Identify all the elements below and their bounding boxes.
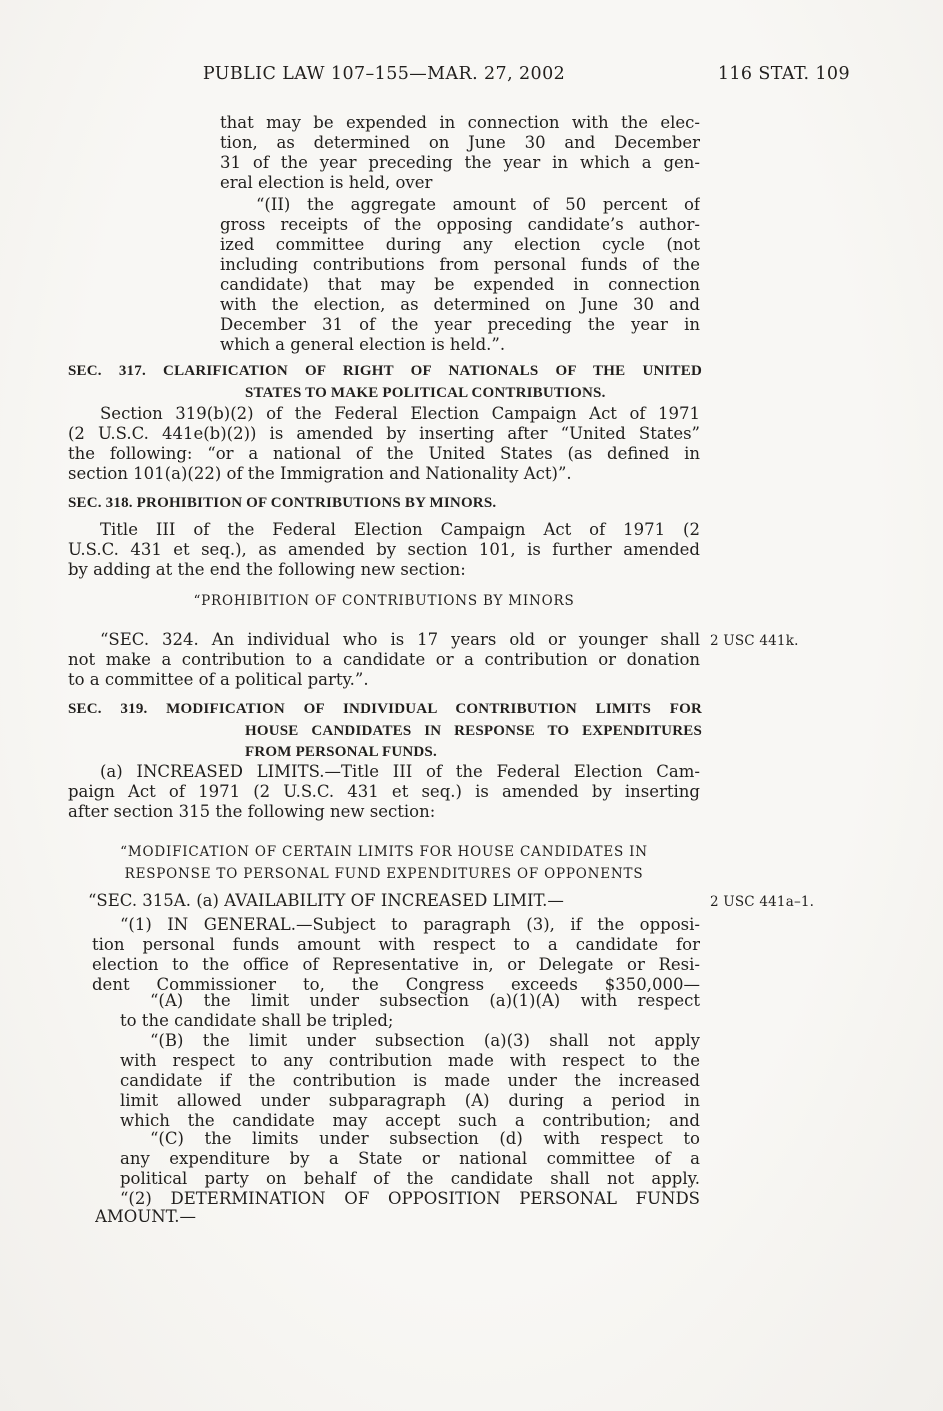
text-line: which a general election is held.”. (220, 335, 506, 354)
text-line: with the election, as determined on June 30 and (220, 295, 700, 314)
text-line: by adding at the end the following new section: (68, 560, 466, 579)
sec-319-heading (68, 699, 702, 764)
subparagraph-a (120, 991, 700, 1031)
sec-317-body-paragraph (68, 404, 700, 484)
sec-319a-body-paragraph (68, 762, 700, 822)
text-line: U.S.C. 431 et seq.), as amended by section 101, is further amended (68, 540, 700, 559)
sec-315a-line (88, 891, 700, 911)
paragraph-2-runover (95, 1207, 700, 1227)
text-line: tion personal funds amount with respect to a candidate for (92, 935, 700, 954)
sec-317-heading (68, 361, 702, 404)
text-line: December 31 of the year preceding the year in (220, 315, 700, 334)
text-line: SEC. 318. PROHIBITION OF CONTRIBUTIONS BY MINORS. (68, 495, 497, 511)
subparagraph-c (120, 1129, 700, 1209)
text-line: “(II) the aggregate amount of 50 percent of (256, 195, 700, 214)
text-line: “MODIFICATION OF CERTAIN LIMITS FOR HOUSE CANDIDATES IN (120, 844, 648, 860)
text-line: “(2) DETERMINATION OF OPPOSITION PERSONAL FUNDS (120, 1189, 700, 1208)
text-line: Title III of the Federal Election Campaign Act of 1971 (2 (100, 520, 700, 539)
subparagraph-b (120, 1031, 700, 1131)
text-line: “(1) IN GENERAL.—Subject to paragraph (3), if the opposi- (120, 915, 700, 934)
text-line: “(B) the limit under subsection (a)(3) shall not apply (150, 1031, 700, 1050)
quoted-heading-prohibition-minors (68, 591, 700, 613)
paragraph-1-in-general (92, 915, 700, 995)
text-line: political party on behalf of the candidate shall not apply. (120, 1169, 700, 1188)
text-line: candidate) that may be expended in connection (220, 275, 700, 294)
text-line: eral election is held, over (220, 173, 433, 192)
text-line: paign Act of 1971 (2 U.S.C. 431 et seq.) is amended by inserting (68, 782, 700, 801)
clause-ii-paragraph (220, 195, 700, 355)
text-line: ized committee during any election cycle (not (220, 235, 700, 254)
text-line: “PROHIBITION OF CONTRIBUTIONS BY MINORS (193, 593, 575, 609)
quoted-heading-modification-limits (68, 842, 700, 885)
sec-324-paragraph (68, 630, 700, 690)
sec-318-heading (68, 493, 700, 515)
text-line: HOUSE CANDIDATES IN RESPONSE TO EXPENDITURES (245, 722, 702, 739)
text-line: not make a contribution to a candidate or a contribution or donation (68, 650, 700, 669)
text-line: (2 U.S.C. 441e(b)(2)) is amended by inserting after “United States” (68, 424, 700, 443)
text-line: to the candidate shall be tripled; (120, 1011, 394, 1030)
text-line: “SEC. 324. An individual who is 17 years old or younger shall (100, 630, 700, 649)
text-line: FROM PERSONAL FUNDS. (245, 744, 437, 760)
text-line: which the candidate may accept such a contribution; and (120, 1111, 700, 1130)
text-line: that may be expended in connection with the elec- (220, 113, 700, 132)
text-line: to a committee of a political party.”. (68, 670, 369, 689)
running-head-law-title: PUBLIC LAW 107–155—MAR. 27, 2002 (202, 64, 566, 84)
running-head-stat-page: 116 STAT. 109 (717, 64, 850, 84)
margin-note-2-usc-441k: 2 USC 441k. (710, 633, 799, 649)
text-line: with respect to any contribution made with respect to the (120, 1051, 700, 1070)
text-line: SEC. 319. MODIFICATION OF INDIVIDUAL CONTRIBUTION LIMITS FOR (68, 701, 702, 717)
margin-note-2-usc-441a-1: 2 USC 441a–1. (710, 894, 815, 910)
text-line: (a) INCREASED LIMITS.—Title III of the Federal Election Cam- (100, 762, 700, 781)
text-line: AMOUNT.— (95, 1207, 197, 1226)
text-line: section 101(a)(22) of the Immigration and Nationality Act)”. (68, 464, 572, 483)
text-line: tion, as determined on June 30 and December (220, 133, 700, 152)
text-line: STATES TO MAKE POLITICAL CONTRIBUTIONS. (245, 384, 606, 401)
sec-318-body-paragraph (68, 520, 700, 580)
text-line: candidate if the contribution is made under the increased (120, 1071, 700, 1090)
text-line: including contributions from personal funds of the (220, 255, 700, 274)
text-line: Section 319(b)(2) of the Federal Election Campaign Act of 1971 (100, 404, 700, 423)
text-line: the following: “or a national of the United States (as defined in (68, 444, 700, 463)
text-line: “SEC. 315A. (a) AVAILABILITY OF INCREASED LIMIT.— (88, 891, 564, 910)
text-line: dent Commissioner to, the Congress exceeds $350,000— (92, 975, 700, 994)
text-line: gross receipts of the opposing candidate’s author- (220, 215, 700, 234)
text-line: RESPONSE TO PERSONAL FUND EXPENDITURES OF OPPONENTS (124, 865, 644, 882)
text-line: any expenditure by a State or national committee of a (120, 1149, 700, 1168)
text-line: limit allowed under subparagraph (A) during a period in (120, 1091, 700, 1110)
text-line: after section 315 the following new section: (68, 802, 436, 821)
text-line: 31 of the year preceding the year in which a gen- (220, 153, 700, 172)
text-line: election to the office of Representative in, or Delegate or Resi- (92, 955, 700, 974)
clause-i-continuation-paragraph (220, 113, 700, 193)
text-line: “(A) the limit under subsection (a)(1)(A) with respect (150, 991, 700, 1010)
text-line: SEC. 317. CLARIFICATION OF RIGHT OF NATIONALS OF THE UNITED (68, 363, 702, 379)
text-line: “(C) the limits under subsection (d) with respect to (150, 1129, 700, 1148)
